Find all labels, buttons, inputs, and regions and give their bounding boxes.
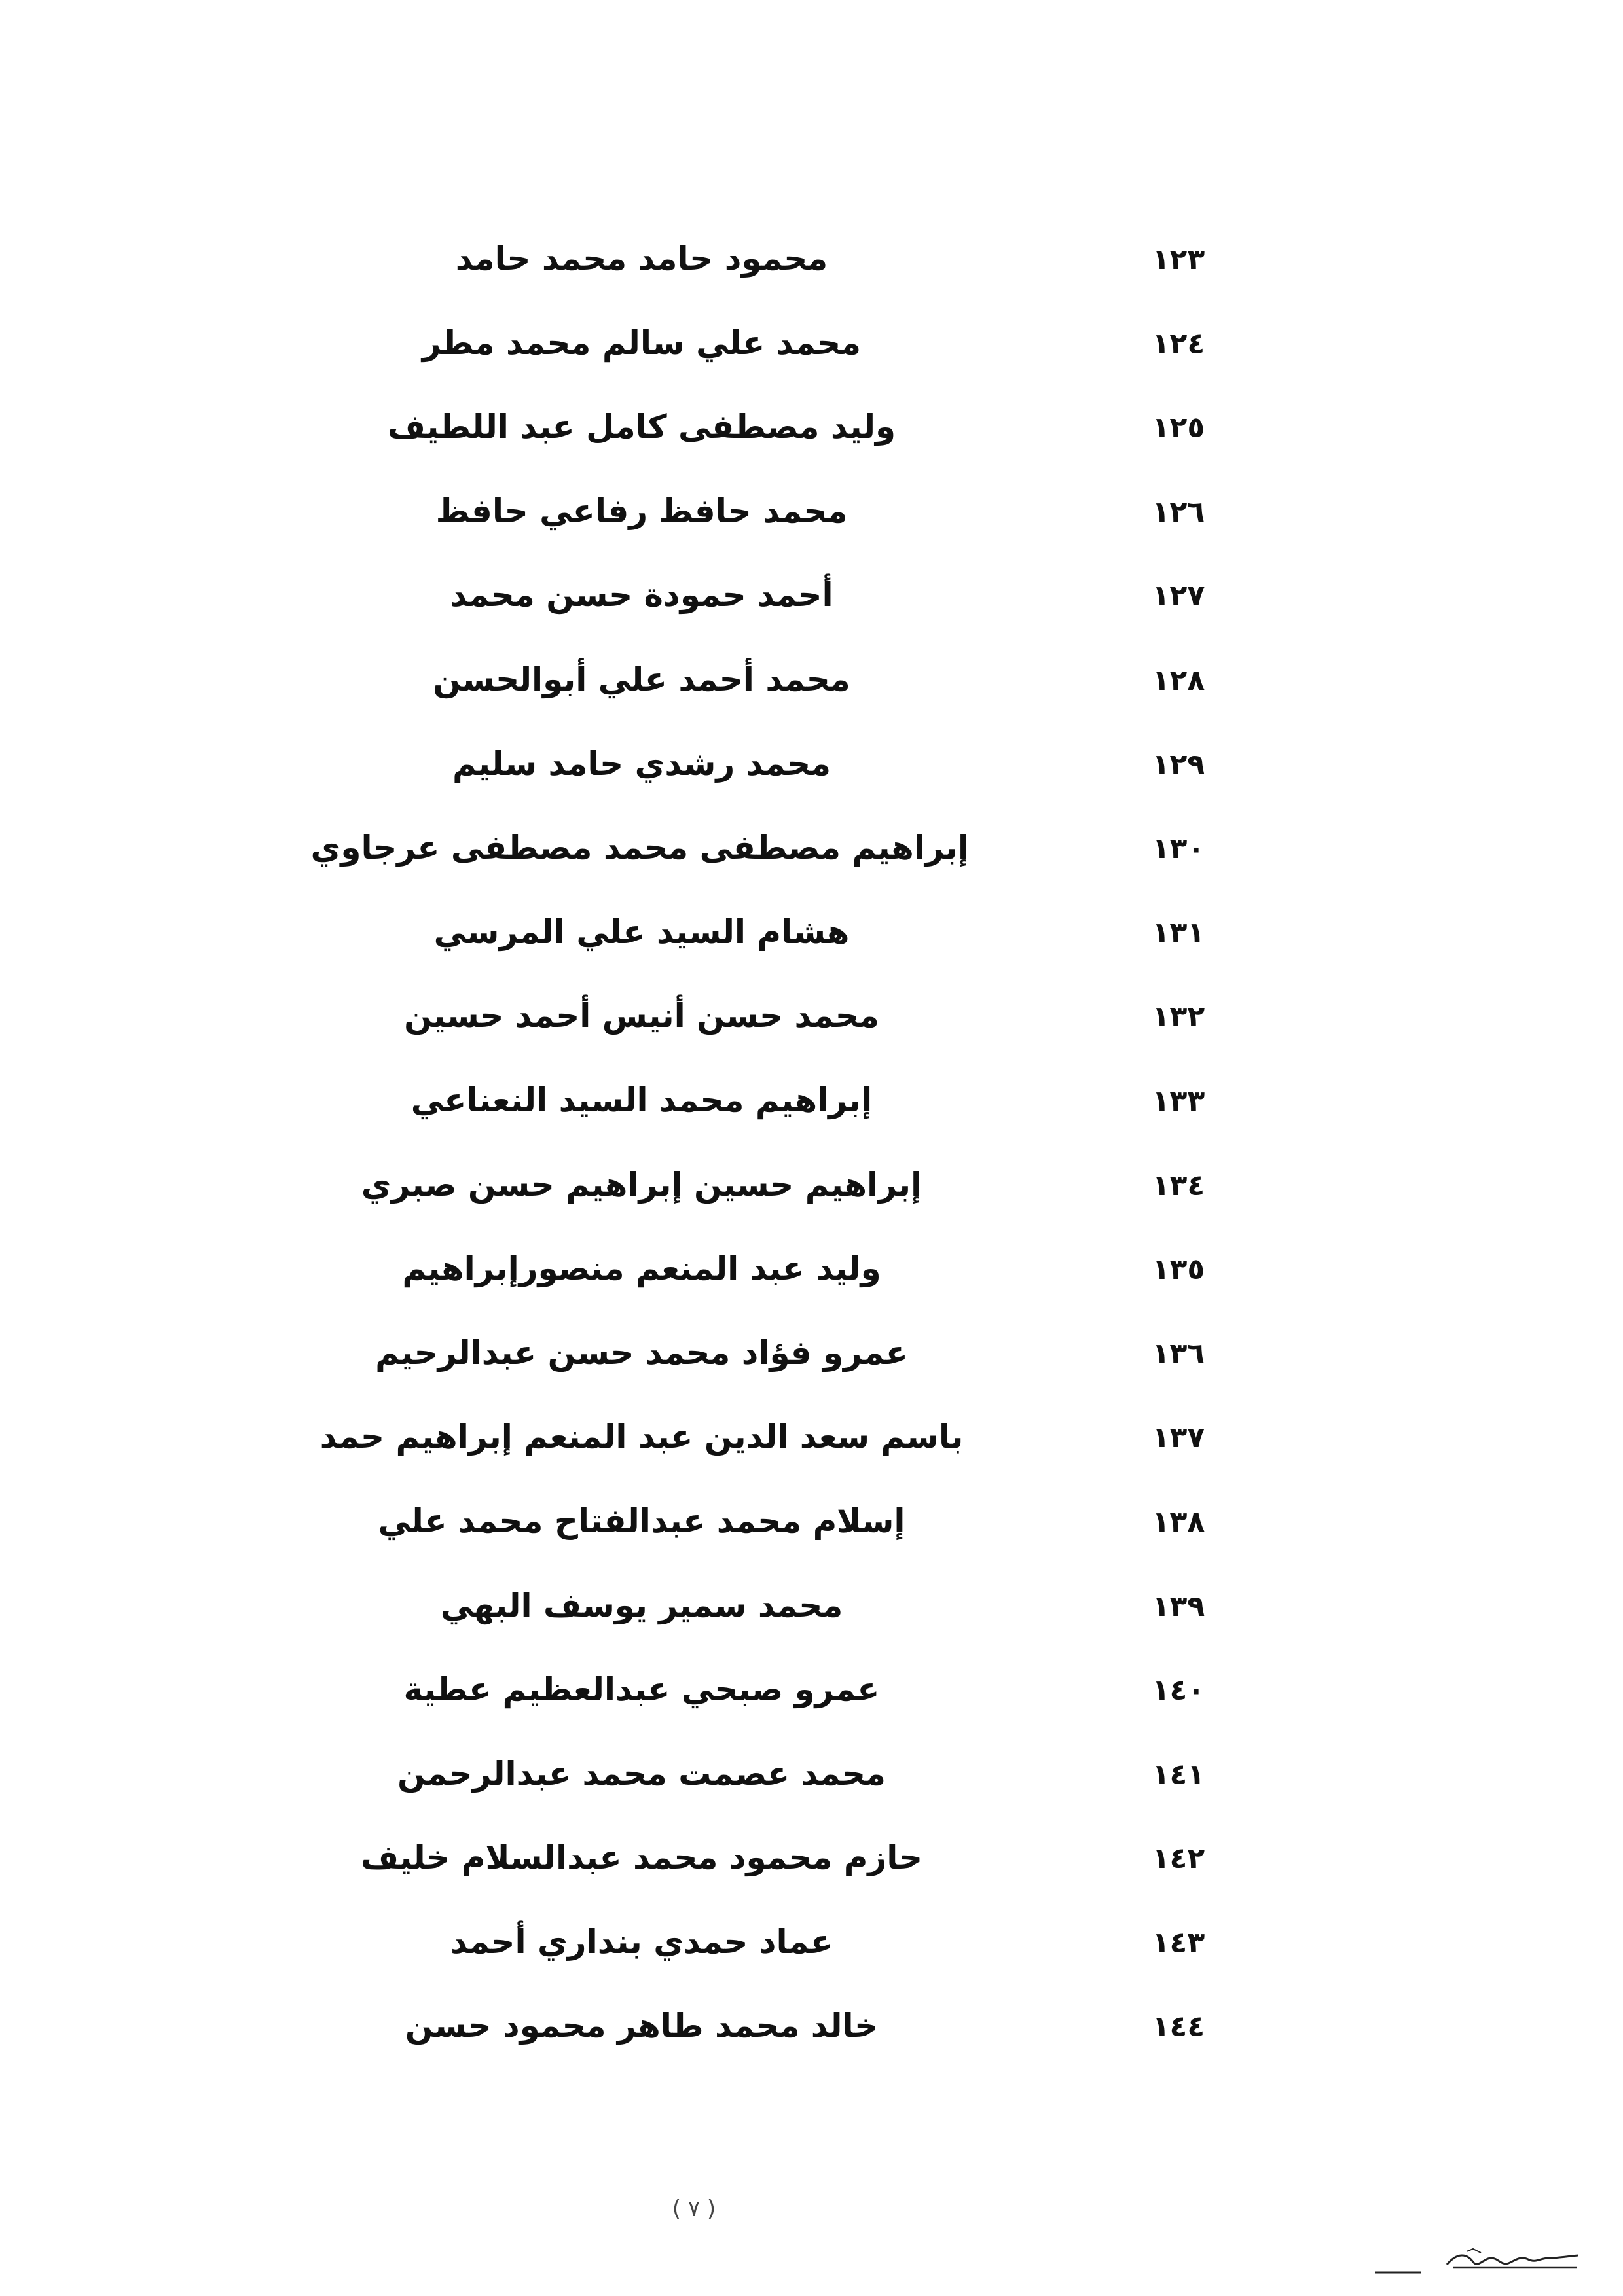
list-item xyxy=(0,1074,1623,1158)
list-item xyxy=(0,2000,1623,2084)
entry-number: ١٣٧ xyxy=(1152,1421,1205,1455)
entry-number: ١٢٨ xyxy=(1152,663,1205,697)
entry-name: هشام السيد علي المرسي xyxy=(433,912,850,951)
list-item xyxy=(0,1663,1623,1748)
entry-name: عماد حمدي بنداري أحمد xyxy=(450,1922,833,1961)
entry-number: ١٣٤ xyxy=(1152,1168,1205,1202)
entry-number: ١٣٠ xyxy=(1152,832,1205,866)
list-item xyxy=(0,1579,1623,1664)
list-item xyxy=(0,653,1623,738)
list-item xyxy=(0,1831,1623,1916)
entry-name: خالد محمد طاهر محمود حسن xyxy=(405,2007,879,2045)
list-item xyxy=(0,738,1623,822)
entry-number: ١٣٢ xyxy=(1152,1000,1205,1034)
list-item xyxy=(0,1242,1623,1327)
entry-number: ١٤٤ xyxy=(1152,2010,1205,2044)
entry-name: إسلام محمد عبدالفتاح محمد علي xyxy=(378,1501,905,1540)
entry-number: ١٣٥ xyxy=(1152,1253,1205,1287)
entry-name: وليد مصطفى كامل عبد اللطيف xyxy=(387,408,896,446)
list-item xyxy=(0,1158,1623,1243)
entry-name: باسم سعد الدين عبد المنعم إبراهيم حمد xyxy=(319,1418,964,1456)
entry-number: ١٢٥ xyxy=(1152,411,1205,445)
entry-name: عمرو صبحي عبدالعظيم عطية xyxy=(403,1670,880,1709)
list-item xyxy=(0,906,1623,990)
entry-number: ١٢٧ xyxy=(1152,579,1205,613)
entry-name: محمد حافظ رفاعي حافظ xyxy=(435,492,848,530)
entry-name: حازم محمود محمد عبدالسلام خليف xyxy=(360,1839,923,1877)
entry-number: ١٣٣ xyxy=(1152,1084,1205,1118)
entry-number: ١٢٤ xyxy=(1152,327,1205,361)
entry-name: محمد رشدي حامد سليم xyxy=(452,744,831,783)
list-item xyxy=(0,1327,1623,1411)
entry-name: وليد عبد المنعم منصورإبراهيم xyxy=(402,1249,881,1288)
entry-number: ١٤١ xyxy=(1152,1757,1205,1791)
list-item xyxy=(0,821,1623,906)
entry-number: ١٢٦ xyxy=(1152,495,1205,529)
entry-name: عمرو فؤاد محمد حسن عبدالرحيم xyxy=(375,1333,908,1372)
entry-name: أحمد حمودة حسن محمد xyxy=(450,576,833,615)
list-item xyxy=(0,1916,1623,2000)
entry-name: محمد سمير يوسف البهي xyxy=(440,1586,843,1624)
list-item xyxy=(0,485,1623,569)
entry-name: محمود حامد محمد حامد xyxy=(455,240,828,278)
page-number: ( ٧ ) xyxy=(672,2196,716,2222)
list-item xyxy=(0,401,1623,485)
entry-number: ١٣٨ xyxy=(1152,1505,1205,1539)
list-item xyxy=(0,1748,1623,1832)
signature-icon xyxy=(1368,2238,1591,2284)
list-item xyxy=(0,232,1623,317)
entry-name: إبراهيم حسين إبراهيم حسن صبري xyxy=(361,1165,922,1204)
entry-name: محمد أحمد علي أبوالحسن xyxy=(433,660,850,698)
list-item xyxy=(0,1410,1623,1495)
entry-name: محمد حسن أنيس أحمد حسين xyxy=(404,997,879,1035)
entry-name: محمد علي سالم محمد مطر xyxy=(422,323,862,362)
entry-name: إبراهيم محمد السيد النعناعي xyxy=(410,1081,873,1119)
names-list xyxy=(0,232,1623,2084)
list-item xyxy=(0,990,1623,1074)
entry-number: ١٢٩ xyxy=(1152,747,1205,781)
entry-number: ١٣١ xyxy=(1152,916,1205,950)
entry-number: ١٣٦ xyxy=(1152,1336,1205,1371)
entry-number: ١٤٢ xyxy=(1152,1842,1205,1876)
entry-number: ١٢٣ xyxy=(1152,243,1205,276)
list-item xyxy=(0,317,1623,401)
entry-number: ١٤٠ xyxy=(1152,1674,1205,1708)
list-item xyxy=(0,569,1623,653)
entry-name: إبراهيم مصطفى محمد مصطفى عرجاوي xyxy=(310,829,969,867)
list-item xyxy=(0,1495,1623,1579)
entry-number: ١٣٩ xyxy=(1152,1589,1205,1623)
entry-number: ١٤٣ xyxy=(1152,1926,1205,1960)
entry-name: محمد عصمت محمد عبدالرحمن xyxy=(397,1754,886,1793)
